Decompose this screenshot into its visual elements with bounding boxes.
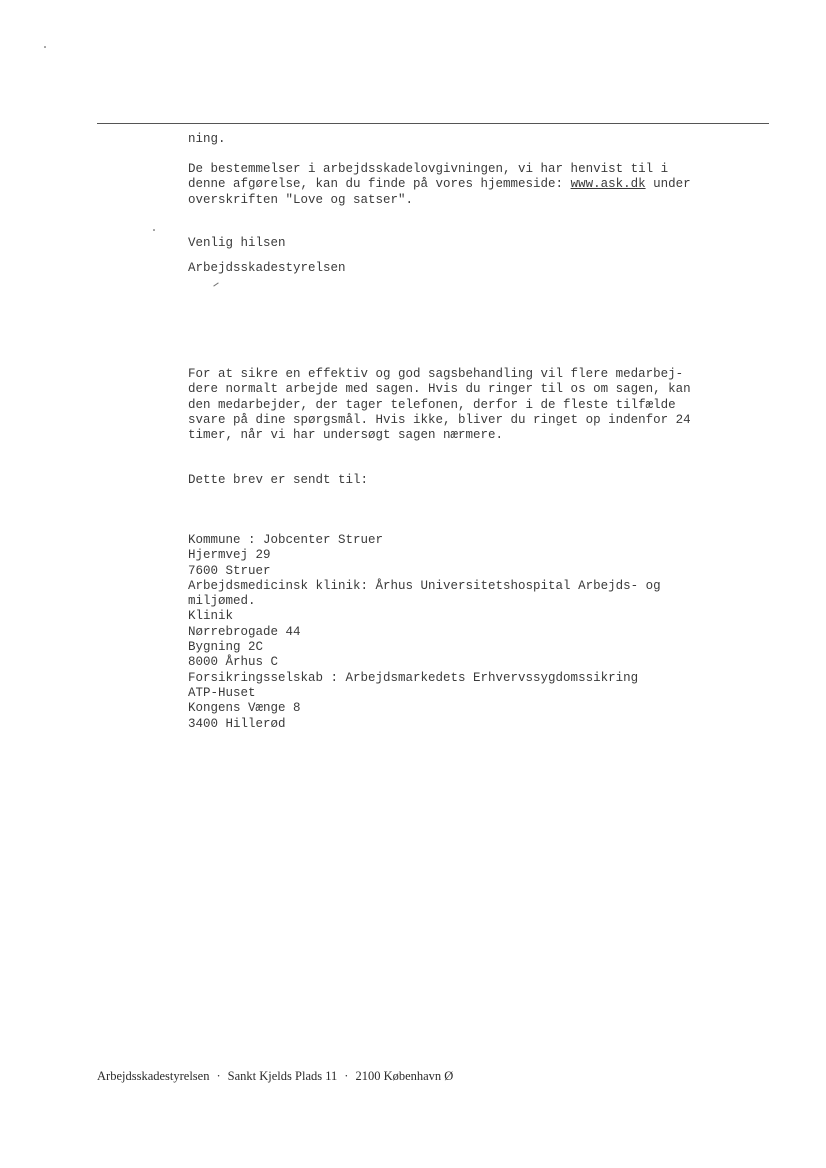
- law-text-after-link: under overskriften "Love og satser".: [188, 177, 691, 207]
- law-reference-paragraph: [188, 162, 691, 208]
- closing-greeting: Venlig hilsen: [188, 236, 286, 250]
- case-handling-notice: For at sikre en effektiv og god sagsbehandling vil flere medarbej- dere normalt arbejde med sagen. Hvis du ringer til os om sagen, kan den medarbejder, der tager telefonen, derfor i de fleste tilfælde svare på dine spørgsmål. Hvis ikke, bliver du ringet op indenfor 24 timer, når vi har undersøgt sagen nærmere.: [188, 367, 691, 443]
- page-footer: [97, 1069, 453, 1084]
- header-divider: [97, 123, 769, 124]
- footer-organization: Arbejdsskadestyrelsen: [97, 1069, 210, 1083]
- sender-name: Arbejdsskadestyrelsen: [188, 261, 346, 275]
- sent-to-heading: Dette brev er sendt til:: [188, 473, 369, 487]
- ask-website-link[interactable]: www.ask.dk: [570, 177, 646, 192]
- recipient-list: Kommune : Jobcenter Struer Hjermvej 29 7600 Struer Arbejdsmedicinsk klinik: Århus Universitetshospital Arbejds- og miljømed. Klinik Nørrebrogade 44 Bygning 2C 8000 Århus C Forsikringsselskab : Arbejdsmarkedets Erhvervssygdomssikring ATP-Huset Kongens Vænge 8 3400 Hillerød: [188, 533, 661, 731]
- law-text-before-link: De bestemmelser i arbejdsskadelovgivningen, vi har henvist til i denne afgørelse, kan du finde på vores hjemmeside:: [188, 162, 669, 192]
- continuation-text: ning.: [188, 132, 226, 146]
- footer-separator: ·: [216, 1069, 221, 1083]
- footer-city: 2100 København Ø: [355, 1069, 454, 1083]
- footer-street: Sankt Kjelds Plads 11: [227, 1069, 338, 1083]
- signature-mark: [213, 282, 218, 286]
- scan-speck: [153, 229, 155, 231]
- scan-speck: [44, 46, 46, 48]
- footer-separator: ·: [344, 1069, 349, 1083]
